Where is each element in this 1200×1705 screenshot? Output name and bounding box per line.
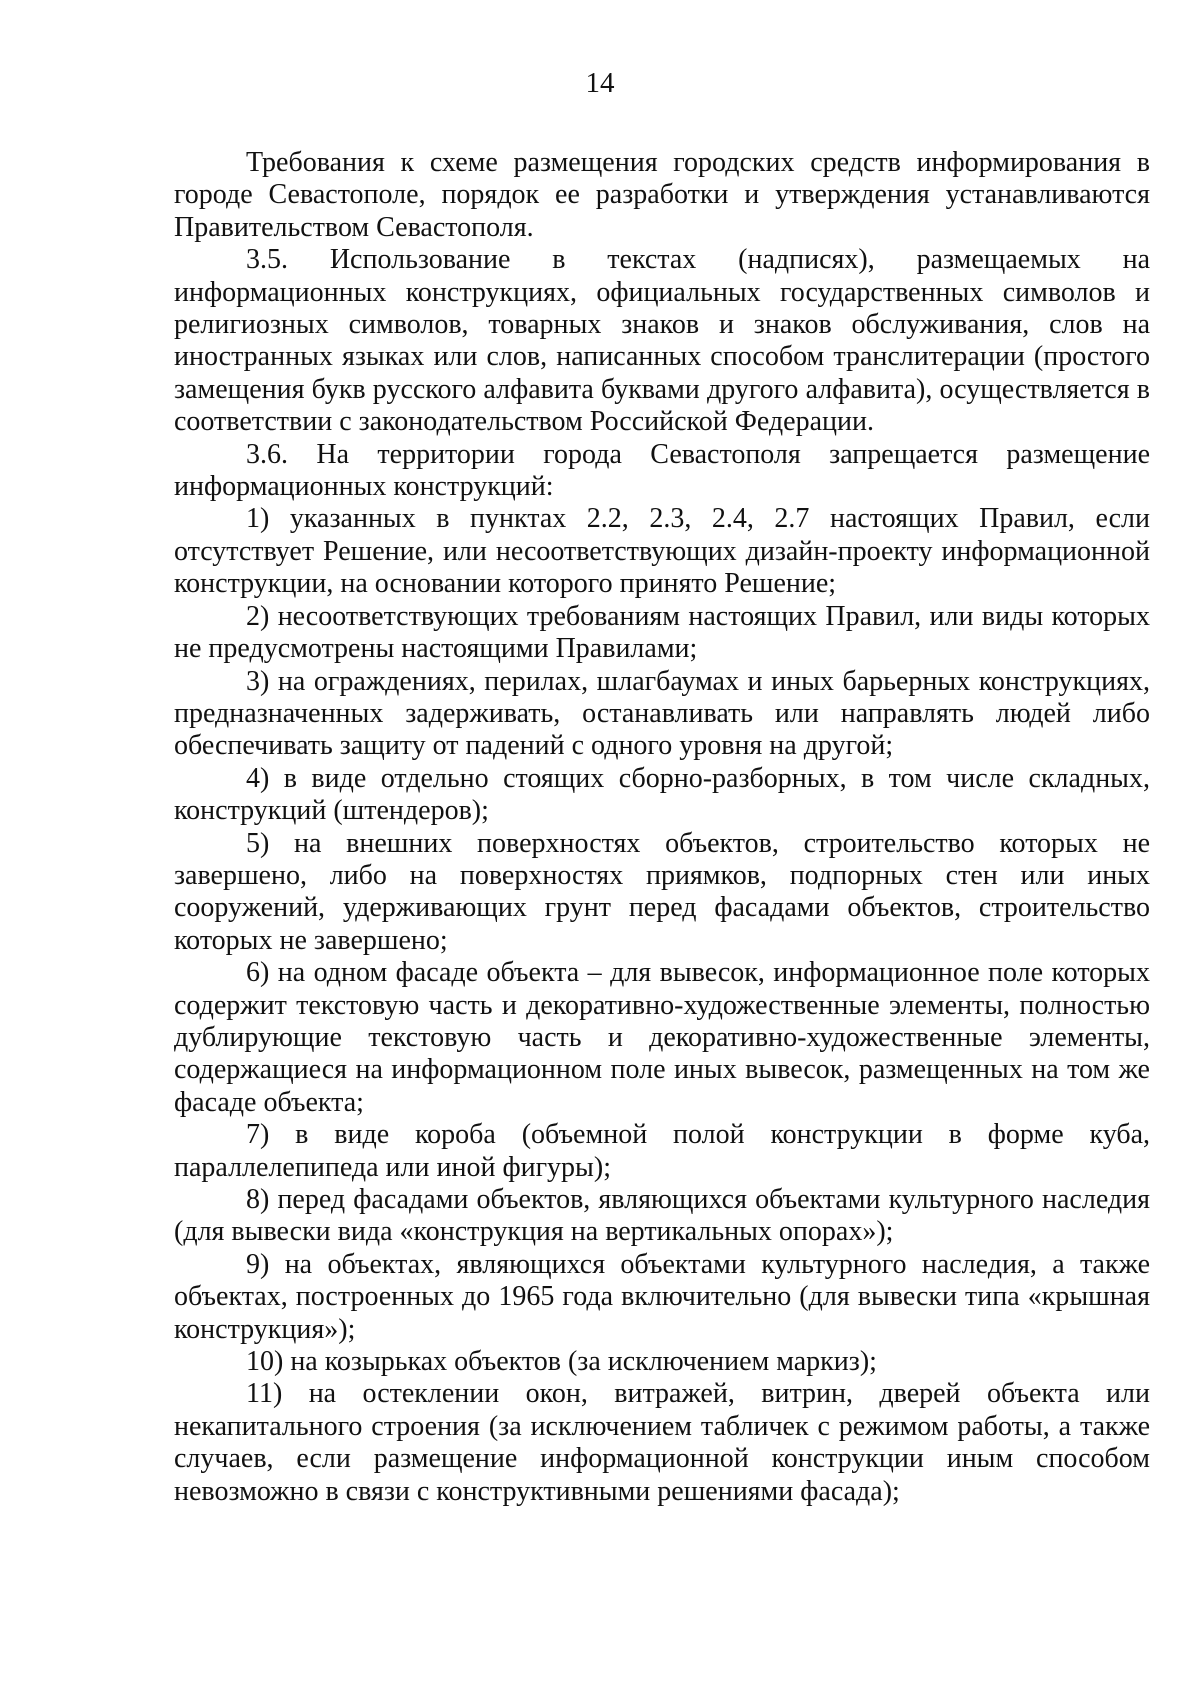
list-item-2: 2) несоответствующих требованиям настоящих Правил, или виды которых не предусмотрены настоящими Правилами; — [174, 600, 1150, 665]
paragraph-requirements-scheme: Требования к схеме размещения городских средств информирования в городе Севастополе, порядок ее разработки и утверждения устанавливаются Правительством Севастополя. — [174, 147, 1150, 243]
list-item-11: 11) на остеклении окон, витражей, витрин, дверей объекта или некапитального строения (за исключением табличек с режимом работы, а также случаев, если размещение информационной конструкции иным способом невозможно в связи с конструктивными решениями фасада); — [174, 1378, 1150, 1507]
document-body — [174, 147, 1150, 1508]
list-item-3: 3) на ограждениях, перилах, шлагбаумах и иных барьерных конструкциях, предназначенных задерживать, останавливать или направлять людей либо обеспечивать защиту от падений с одного уровня на другой; — [174, 665, 1150, 762]
paragraph-3-6: 3.6. На территории города Севастополя запрещается размещение информационных конструкций: — [174, 438, 1150, 503]
paragraph-3-5: 3.5. Использование в текстах (надписях), размещаемых на информационных конструкциях, официальных государственных символов и религиозных символов, товарных знаков и знаков обслуживания, слов на иностранных языках или слов, написанных способом транслитерации (простого замещения букв русского алфавита буквами другого алфавита), осуществляется в соответствии с законодательством Российской Федерации. — [174, 244, 1150, 438]
list-item-4: 4) в виде отдельно стоящих сборно-разборных, в том числе складных, конструкций (штендеров); — [174, 762, 1150, 827]
list-item-1: 1) указанных в пунктах 2.2, 2.3, 2.4, 2.7 настоящих Правил, если отсутствует Решение, или несоответствующих дизайн-проекту информационной конструкции, на основании которого принято Решение; — [174, 503, 1150, 600]
list-item-7: 7) в виде короба (объемной полой конструкции в форме куба, параллелепипеда или иной фигуры); — [174, 1119, 1150, 1183]
page-number: 14 — [585, 67, 615, 99]
list-item-9: 9) на объектах, являющихся объектами культурного наследия, а также объектах, построенных до 1965 года включительно (для вывески типа «крышная конструкция»); — [174, 1248, 1150, 1345]
list-item-6: 6) на одном фасаде объекта – для вывесок, информационное поле которых содержит текстовую часть и декоративно-художественные элементы, полностью дублирующие текстовую часть и декоративно-художественные элементы, содержащиеся на информационном поле иных вывесок, размещенных на том же фасаде объекта; — [174, 957, 1150, 1118]
list-item-8: 8) перед фасадами объектов, являющихся объектами культурного наследия (для вывески вида «конструкция на вертикальных опорах»); — [174, 1184, 1150, 1248]
list-item-5: 5) на внешних поверхностях объектов, строительство которых не завершено, либо на поверхностях приямков, подпорных стен или иных сооружений, удерживающих грунт перед фасадами объектов, строительство которых не завершено; — [174, 827, 1150, 956]
list-item-10: 10) на козырьках объектов (за исключением маркиз); — [246, 1346, 877, 1378]
